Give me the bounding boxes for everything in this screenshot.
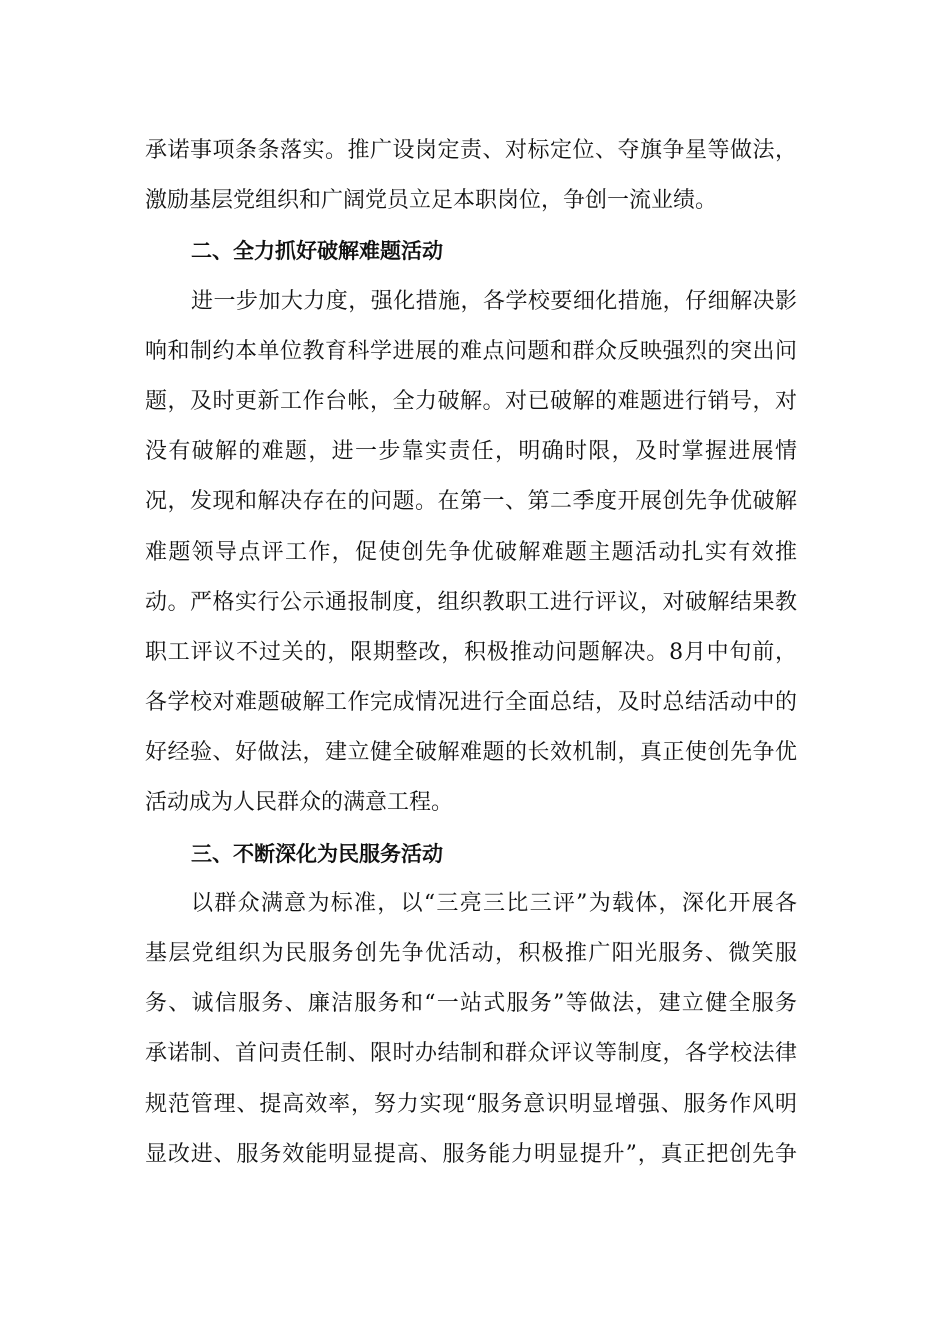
paragraph-line: 好经验、好做法，建立健全破解难题的长效机制，真正使创先争优 <box>145 740 797 766</box>
section-heading-2: 二、全力抓好破解难题活动 <box>191 239 443 264</box>
paragraph-line: 各学校对难题破解工作完成情况进行全面总结，及时总结活动中的 <box>145 690 797 716</box>
paragraph-line: 规范管理、提高效率，努力实现“服务意识明显增强、服务作风明 <box>145 1091 797 1117</box>
paragraph-line: 基层党组织为民服务创先争优活动，积极推广阳光服务、微笑服 <box>145 941 797 966</box>
paragraph-line: 难题领导点评工作，促使创先争优破解难题主题活动扎实有效推 <box>145 539 797 565</box>
paragraph-line: 职工评议不过关的，限期整改，积极推动问题解决。8月中旬前， <box>145 639 797 665</box>
paragraph-line: 显改进、服务效能明显提高、服务能力明显提升”，真正把创先争 <box>145 1141 797 1167</box>
paragraph-line: 况，发现和解决存在的问题。在第一、第二季度开展创先争优破解 <box>145 489 797 515</box>
paragraph-line: 题，及时更新工作台帐，全力破解。对已破解的难题进行销号，对 <box>145 388 797 414</box>
paragraph-line: 响和制约本单位教育科学进展的难点问题和群众反映强烈的突出问 <box>145 338 797 364</box>
section-heading-3: 三、不断深化为民服务活动 <box>191 841 443 866</box>
paragraph-line: 没有破解的难题，进一步靠实责任，明确时限，及时掌握进展情 <box>145 439 797 465</box>
paragraph-line: 活动成为人民群众的满意工程。 <box>145 790 454 816</box>
body-text <box>145 126 797 1180</box>
paragraph-line: 激励基层党组织和广阔党员立足本职岗位，争创一流业绩。 <box>145 188 718 214</box>
paragraph-line: 以群众满意为标准，以“三亮三比三评”为载体，深化开展各 <box>191 890 797 916</box>
paragraph-line: 动。严格实行公示通报制度，组织教职工进行评议，对破解结果教 <box>145 589 797 615</box>
paragraph-line: 进一步加大力度，强化措施，各学校要细化措施，仔细解决影 <box>191 288 797 314</box>
paragraph-line: 承诺事项条条落实。推广设岗定责、对标定位、夺旗争星等做法， <box>145 138 797 163</box>
paragraph-line: 务、诚信服务、廉洁服务和“一站式服务”等做法，建立健全服务 <box>145 991 797 1017</box>
paragraph-line: 承诺制、首问责任制、限时办结制和群众评议等制度，各学校法律 <box>145 1041 797 1067</box>
